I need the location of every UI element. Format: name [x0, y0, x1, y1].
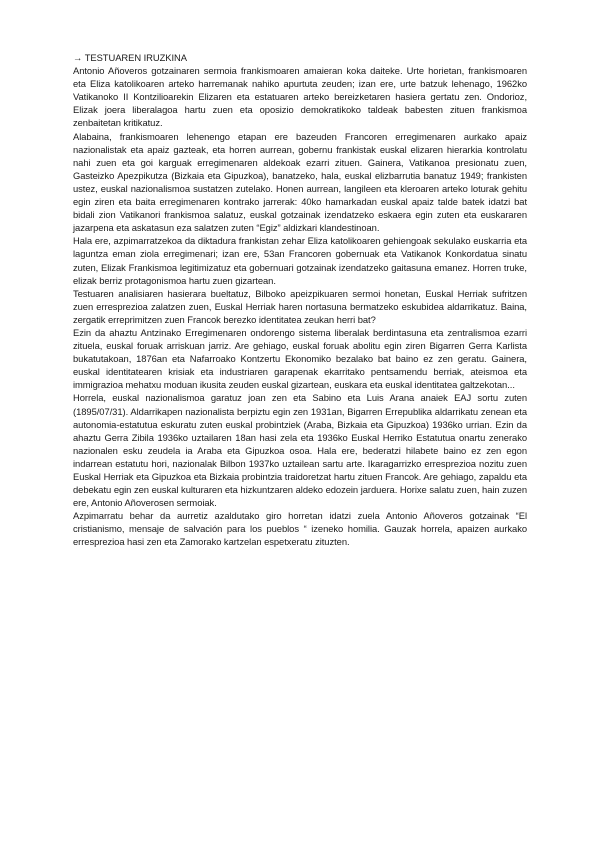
paragraph-6: Horrela, euskal nazionalismoa garatuz joan zen eta Sabino eta Luis Arana anaiek EAJ sortu zuten (1895/07/31). Aldarrikapen nazionalista berpiztu egin zen 1931an, Bigarren Errepublika aldarrikatu zenean eta autonomia-estatutua eskuratu zuten euskal probintziek (Araba, Bizkaia eta Gipuzkoa) 1936ko urrian. Ezin da ahaztu Gerra Zibila 1936ko uztailaren 18an hasi zela eta 1936ko Euskal Herriko Estatutua onartu zenerako nazionalen esku zeudela ia Araba eta Gipuzkoa osoa. Hala ere, bederatzi hilabete baino ez zen egon indarrean estatutu hori, nazionalak Bilbon 1937ko uztailean sartu arte. Ikaragarrizko erresprezioa nozitu zuen Euskal Herriak eta Gipuzkoa eta Bizkaia probintzia traidoretzat hartu zituen Francok. Are gehiago, zapaldu eta debekatu egin zen euskal kulturaren eta hizkuntzaren aldeko edozein jarduera. Horixe salatu zuen, hain zuzen ere, Antonio Añoverosen sermoiak.	[73, 392, 527, 509]
section-heading: → TESTUAREN IRUZKINA	[73, 52, 187, 63]
paragraph-3: Hala ere, azpimarratzekoa da diktadura frankistan zehar Eliza katolikoaren gehiengoak sekulako euskarria eta laguntza eman ziola erregimenari; izan ere, 53an Francoren gobernuak eta Vatikanok Konkordatua sinatu zuten, Elizak Frankismoa legitimizatuz eta gobernuari gotzainak izendatzeko gaitasuna emanez. Horren truke, elizak berriz protagonismoa hartu zuen gizartean.	[73, 235, 527, 286]
paragraph-1: Antonio Añoveros gotzainaren sermoia frankismoaren amaieran koka daiteke. Urte horietan, frankismoaren eta Eliza katolikoaren arteko harremanak nahiko apurtuta zeuden; izan ere, urte batzuk lehenago, 1962ko Vatikanoko II Kontzilioarekin Elizaren eta estatuaren arteko bereizketaren hasiera gertatu zen. Ondorioz, Elizak joera liberalagoa hartu zuen eta oposizio demokratikoko taldeak babesten zituen frankismoa zenbaitetan kritikatuz.	[73, 65, 527, 129]
paragraph-5: Ezin da ahaztu Antzinako Erregimenaren ondorengo sistema liberalak berdintasuna eta zentralismoa ezarri zituela, euskal foruak arriskuan jarriz. Are gehiago, euskal foruak abolitu egin ziren Bigarren Gerra Karlista bukatutakoan, 1876an eta Nafarroako Kontzertu Ekonomiko bezalako bat baino ez zen geratu. Gainera, euskal identitatearen krisiak eta industriaren garapenak ekarritako pentsamendu berriak, ateismoa eta immigrazioa mehatxu moduan ikusita zeuden euskal gizartean, euskara eta euskal identitatea galtzekotan...	[73, 326, 527, 391]
paragraph-2: Alabaina, frankismoaren lehenengo etapan ere bazeuden Francoren erregimenaren aurkako apaiz nazionalistak eta apaiz gazteak, eta horren aurrean, gobernu frankistak euskal elizaren hierarkia kontrolatu nahi zuen eta goi karguak erregimenaren aldekoak ezarri zituen. Gainera, Vatikanoa presionatu zuen, Gasteizko Apezpikutza (Bizkaia eta Gipuzkoa), banatzeko, hala, euskal elizbarrutia banatuz 1949; frankisten ustez, euskal nazionalismoa sustatzen zutelako. Honen aurrean, langileen eta kleroaren arteko loturak gehitu egin ziren eta baita erregimenaren kontrako jarrerak: 40ko hamarkadan euskal apaiz talde batek idatzi bat bidali zion Vatikanori frankismoa salatuz, euskal gotzainak izendatzeko eskaera egin zuten eta euskararen jazarpena eta askatasun eza salatzen zuten “Egiz” aldizkari klandestinoan.	[73, 130, 527, 234]
document-body	[73, 51, 527, 549]
paragraph-7: Azpimarratu behar da aurretiz azaldutako giro horretan idatzi zuela Antonio Añoveros gotzainak “El cristianismo, mensaje de salvación para los pueblos “ izeneko homilia. Gauzak horrela, apaizen aurkako erresprezioa hasi zen eta Zamorako kartzelan espetxeratu zituzten.	[73, 510, 527, 548]
paragraph-4: Testuaren analisiaren hasierara bueltatuz, Bilboko apeizpikuaren sermoi honetan, Euskal Herriak sufritzen zuen erresprezioa zalatzen zuen, Euskal Herriak haren nortasuna bermatzeko eskubidea aldarrikatuz. Baina, zergatik erreprimitzen zuen Francok berezko identitatea zeukan herri bat?	[73, 287, 527, 325]
